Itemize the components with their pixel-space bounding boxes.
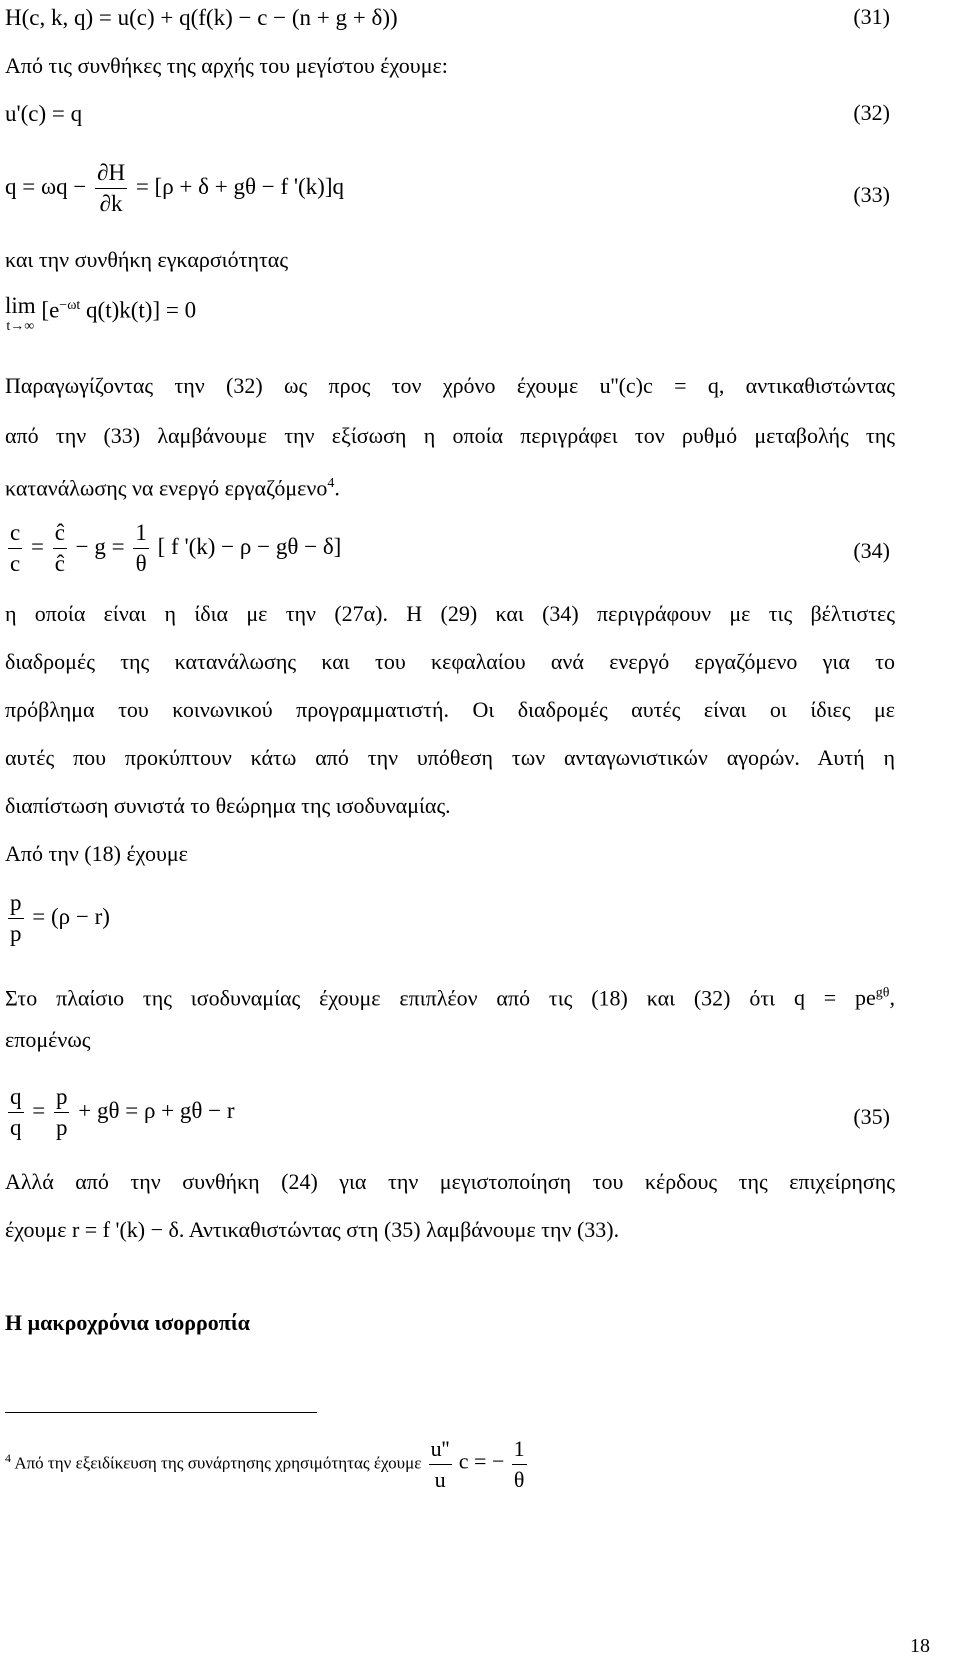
lim-subscript: t→∞ [6, 319, 35, 334]
p-rhs: = (ρ − r) [32, 903, 110, 929]
lim-expr: [e [41, 297, 60, 323]
footnote-frac-1: $\frac{u''}{u}$ [430, 1436, 450, 1492]
equation-number-32: (32) [853, 100, 890, 125]
footnote-text: Από την εξειδίκευση της συνάρτησης χρησιμότητας έχουμε [14, 1453, 422, 1473]
paragraph-from-18: Από την (18) έχουμε [5, 841, 188, 866]
eq35-frac-2: $\frac{p}{p}$ [55, 1084, 68, 1140]
footnote-frac-2: $\frac{1}{\theta}$ [513, 1436, 525, 1492]
footnote: $^4$ Από την εξειδίκευση της συνάρτησης χρησιμότητας έχουμε $\frac{u''}{u}$ c = − $\frac{1}{\theta}$ [5, 1434, 530, 1495]
eq34-rhs: [ f '(k) − ρ − gθ − δ] [157, 533, 342, 559]
paragraph-therefore: επομένως [5, 1027, 91, 1052]
paragraph-but: Αλλά από την συνθήκη (24) για την μεγιστοποίηση του κέρδους της επιχείρησης [5, 1169, 895, 1194]
paragraph-maximum-principle: Από τις συνθήκες της αρχής του μεγίστου έχουμε: [5, 53, 448, 78]
equation-p [5, 888, 110, 949]
equation-number-31: (31) [853, 4, 890, 29]
lim-exponent: −ωt [59, 298, 81, 313]
equation-35: $\frac{q}{q}$ = $\frac{p}{p}$ + gθ = ρ + gθ − r [5, 1082, 235, 1143]
paragraph-but-2: έχουμε r = f '(k) − δ. Αντικαθιστώντας στη (35) λαμβάνουμε την (33). [5, 1217, 620, 1242]
eq35-frac-1: $\frac{q}{q}$ [10, 1084, 22, 1140]
eq33-rhs: = [ρ + δ + gθ − f '(k)]q [135, 173, 344, 199]
paragraph-line: η οποία είναι η ίδια με την (27α). Η (29) και (34) περιγράφουν με τις βέλτιστες [5, 601, 895, 626]
paragraph-line: διαδρομές της κατανάλωσης και του κεφαλαίου ανά ενεργό εργαζόμενο για το [5, 649, 895, 674]
equation-31: H(c, k, q) = u(c) + q(f(k) − c − (n + g + δ)) [5, 5, 398, 30]
eq34-frac-3: $\frac{1}{\theta}$ [135, 520, 147, 576]
paragraph-differentiate: Παραγωγίζοντας την (32) ως προς τον χρόνο έχουμε u''(c)c = q, αντικαθιστώντας [5, 373, 895, 398]
eq33-frac-bottom: ∂k [99, 191, 123, 216]
equation-33 [5, 158, 344, 219]
equation-32: u'(c) = q [5, 101, 83, 126]
formula-q-pe: q = pe [793, 985, 876, 1011]
eq33-fraction [95, 158, 127, 219]
footnote-number: 4 [5, 1450, 11, 1465]
page-number: 18 [910, 1635, 930, 1657]
formula-r: r = f '(k) − δ [71, 1217, 179, 1242]
paragraph-equivalence: Στο πλαίσιο της ισοδυναμίας έχουμε επιπλέον από τις (18) και (32) ότι $q = pe^{g\theta}$, [5, 985, 896, 1011]
lim-expr2: q(t)k(t)] = 0 [86, 297, 197, 323]
eq33-frac-top: ∂H [95, 158, 127, 189]
paragraph-line-last: διαπίστωση συνιστά το θεώρημα της ισοδυναμίας. [5, 793, 451, 818]
formula-uprime: u''(c)c = q [599, 373, 719, 398]
footnote-rule [5, 1412, 317, 1413]
paragraph-transversality: και την συνθήκη εγκαρσιότητας [5, 247, 289, 272]
eq35-rhs: + gθ = ρ + gθ − r [78, 1097, 235, 1123]
p-fraction: $\frac{p}{p}$ [10, 890, 22, 946]
equation-number-35: (35) [853, 1104, 890, 1129]
paragraph-obtain-2: κατανάλωσης να ενεργό εργαζόμενο$^4$. [5, 475, 340, 501]
paragraph-obtain: από την (33) λαμβάνουμε την εξίσωση η οποία περιγράφει τον ρυθμό μεταβολής της [5, 423, 895, 448]
eq33-lhs: q = ωq − [5, 173, 87, 199]
eq34-frac-1: $\frac{c}{c}$ [10, 520, 21, 576]
paragraph-line: αυτές που προκύπτουν κάτω από την υπόθεση των ανταγωνιστικών αγορών. Αυτή η [5, 745, 895, 770]
footnote-mark: 4 [327, 476, 335, 491]
equation-34: $\frac{c}{c}$ = $\frac{ĉ}{ĉ}$ − g = $\frac{1}{\theta}$ [ f '(k) − ρ − gθ − δ] [5, 518, 341, 579]
equation-number-33: (33) [853, 182, 890, 207]
limit-expression [5, 292, 196, 334]
eq34-frac-2: $\frac{ĉ}{ĉ}$ [54, 520, 65, 576]
lim-label: lim [5, 293, 36, 318]
section-heading: Η μακροχρόνια ισορροπία [5, 1310, 250, 1335]
equation-number-34: (34) [853, 538, 890, 563]
paragraph-line: πρόβλημα του κοινωνικού προγραμματιστή. Οι διαδρομές αυτές είναι οι ίδιες με [5, 697, 895, 722]
